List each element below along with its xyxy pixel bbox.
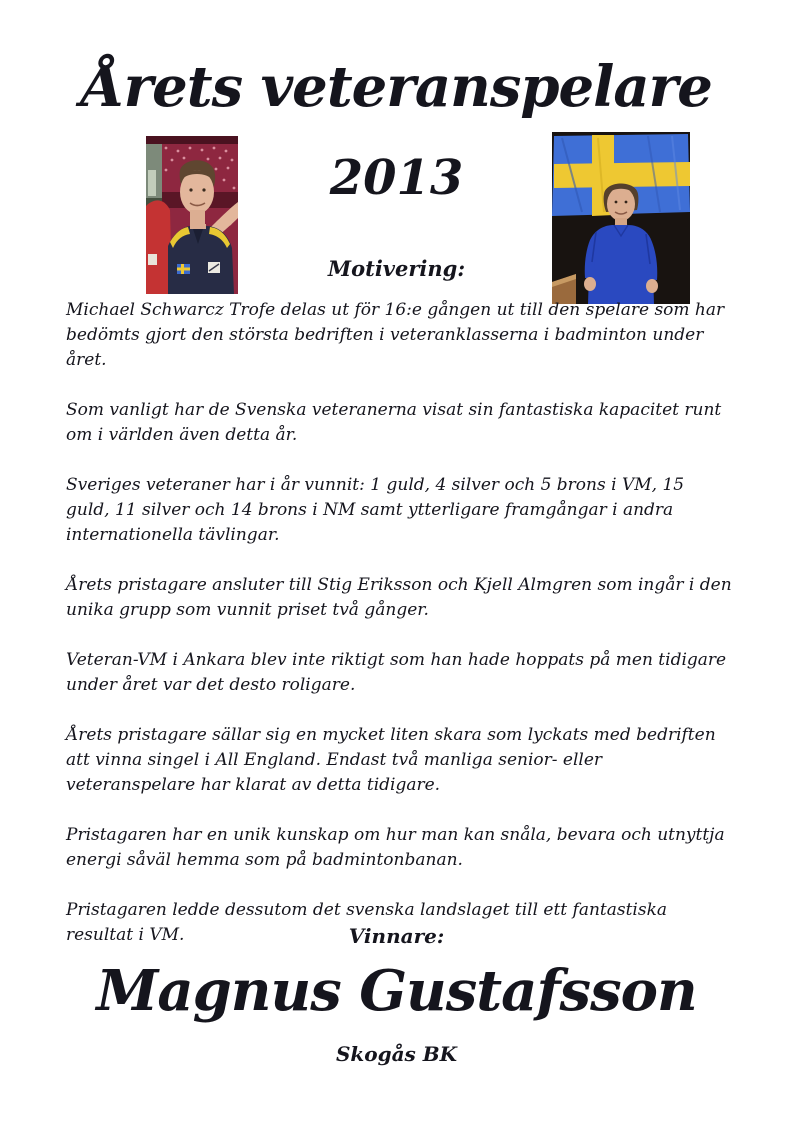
paragraph-veteran-vm-ankara: Veteran-VM i Ankara blev inte riktigt som han hade hoppats på men tidigare under året var det desto roligare. xyxy=(66,650,727,695)
winner-heading: Vinnare: xyxy=(348,924,445,948)
paragraph-national-team: Pristagaren ledde dessutom det svenska landslaget till ett fantastiska resultat i VM. xyxy=(66,900,668,945)
page-title: Årets veteranspelare xyxy=(81,54,712,120)
paragraph-energy-skill: Pristagaren har en unik kunskap om hur man kan snåla, bevara och utnyttja energi såväl hemma som på badmintonbanan. xyxy=(66,825,725,870)
paragraph-medal-results: Sveriges veteraner har i år vunnit: 1 guld, 4 silver och 5 brons i VM, 15 guld, 11 silver och 14 brons i NM samt ytterligare framgångar i andra internationella tävlingar. xyxy=(66,475,685,545)
paragraph-trophy-intro: Michael Schwarcz Trofe delas ut för 16:e gången ut till den spelare som har bedömts gjort den största bedriften i veteranklasserna i badminton under året. xyxy=(66,300,725,370)
motivation-heading: Motivering: xyxy=(327,256,466,281)
page-title-year: 2013 xyxy=(329,150,464,206)
paragraph-previous-winners: Årets pristagare ansluter till Stig Eriksson och Kjell Almgren som ingår i den unika grupp som vunnit priset två gånger. xyxy=(66,575,732,620)
player-face xyxy=(607,187,635,221)
paragraph-veterans-capacity: Som vanligt har de Svenska veteranerna visat sin fantastiska kapacitet runt om i världen även detta år. xyxy=(66,400,722,445)
winner-club: Skogås BK xyxy=(335,1042,458,1066)
paragraph-all-england: Årets pristagare sällar sig en mycket liten skara som lyckats med bedriften att vinna singel i All England. Endast två manliga senior- eller veteranspelare har klarat av detta tidigare. xyxy=(66,725,716,795)
motivation-text xyxy=(66,298,732,973)
winner-name: Magnus Gustafsson xyxy=(96,958,697,1024)
